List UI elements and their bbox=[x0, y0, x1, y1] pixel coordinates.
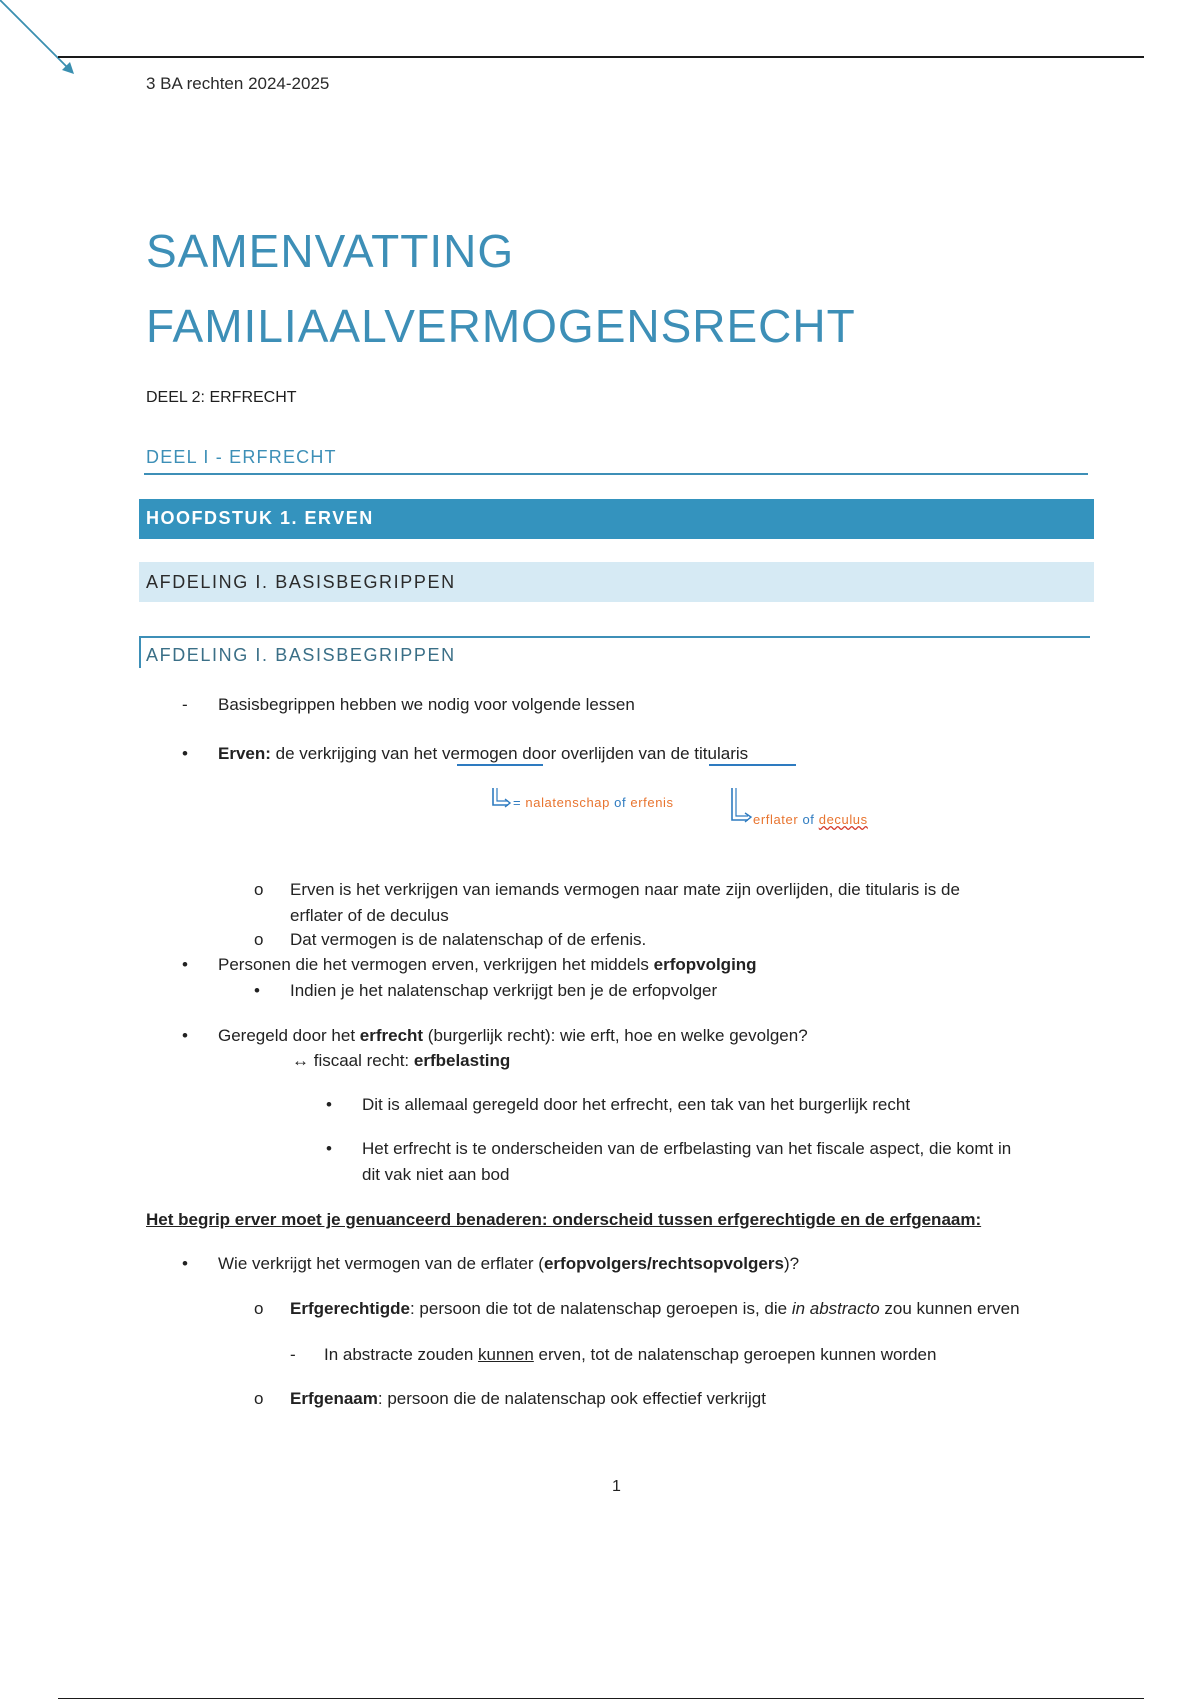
sub-item-text: dit vak niet aan bod bbox=[362, 1165, 510, 1184]
dot-bullet: • bbox=[182, 1026, 188, 1045]
dot-bullet: • bbox=[326, 1095, 332, 1114]
footer-rule bbox=[58, 1698, 1144, 1699]
nalatenschap-annotation: = nalatenschap of erfenis bbox=[513, 795, 674, 810]
vermogen-annotation-underline bbox=[457, 764, 543, 766]
abstracte-text: In abstracte zouden kunnen erven, tot de nalatenschap geroepen kunnen worden bbox=[324, 1345, 937, 1364]
dot-bullet: • bbox=[182, 744, 188, 763]
part-heading: DEEL I - ERFRECHT bbox=[146, 447, 337, 467]
circle-bullet: o bbox=[254, 880, 264, 899]
erfrecht-text: Geregeld door het erfrecht (burgerlijk recht): wie erft, hoe en welke gevolgen? bbox=[218, 1026, 808, 1045]
document-title-line-1: SAMENVATTING bbox=[146, 225, 515, 277]
page-number: 1 bbox=[612, 1478, 621, 1495]
subsection-heading: AFDELING I. BASISBEGRIPPEN bbox=[146, 645, 456, 665]
document-subtitle: DEEL 2: ERFRECHT bbox=[146, 389, 297, 406]
dot-bullet: • bbox=[182, 955, 188, 974]
sub-item-text: Indien je het nalatenschap verkrijgt ben je de erfopvolger bbox=[290, 981, 718, 1000]
dash-bullet: - bbox=[290, 1345, 296, 1364]
vermogen-word: vermogen bbox=[441, 744, 518, 763]
erfopvolging-text: Personen die het vermogen erven, verkrijgen het middels erfopvolging bbox=[218, 955, 757, 974]
section-banner-heading: AFDELING I. BASISBEGRIPPEN bbox=[146, 572, 456, 592]
circle-bullet: o bbox=[254, 930, 264, 949]
dot-bullet: • bbox=[326, 1139, 332, 1158]
bidirectional-arrow-icon: ↔ bbox=[292, 1051, 309, 1070]
circle-bullet: o bbox=[254, 1299, 264, 1318]
sub-item-text: Erven is het verkrijgen van iemands vermogen naar mate zijn overlijden, die titularis is de bbox=[290, 880, 960, 899]
sub-item-text: Dit is allemaal geregeld door het erfrecht, een tak van het burgerlijk recht bbox=[362, 1095, 911, 1114]
chapter-heading: HOOFDSTUK 1. ERVEN bbox=[146, 508, 374, 528]
sub-item-text: erflater of de deculus bbox=[290, 906, 449, 925]
header-course: 3 BA rechten 2024-2025 bbox=[146, 74, 330, 93]
wie-text: Wie verkrijgt het vermogen van de erflater (erfopvolgers/rechtsopvolgers)? bbox=[218, 1254, 800, 1273]
document-title-line-2: FAMILIAALVERMOGENSRECHT bbox=[146, 300, 856, 352]
titularis-word: de titularis bbox=[670, 744, 749, 763]
sub-item-text: Het erfrecht is te onderscheiden van de erfbelasting van het fiscale aspect, die komt in bbox=[362, 1139, 1012, 1158]
dash-bullet: - bbox=[182, 695, 188, 714]
erfgenaam-text: Erfgenaam: persoon die de nalatenschap ook effectief verkrijgt bbox=[290, 1389, 766, 1408]
sub-item-text: Dat vermogen is de nalatenschap of de erfenis. bbox=[290, 930, 647, 949]
erven-term: Erven: bbox=[218, 744, 271, 763]
circle-bullet: o bbox=[254, 1389, 264, 1408]
titularis-annotation-underline bbox=[709, 764, 796, 766]
erven-definition: Erven: de verkrijging van het vermogen door overlijden van de titularis bbox=[218, 744, 749, 763]
dot-bullet: • bbox=[254, 981, 260, 1000]
erfgerechtigde-text: Erfgerechtigde: persoon die tot de nalatenschap geroepen is, die in abstracto zou kunnen erven bbox=[290, 1299, 1020, 1318]
corner-arrow-icon bbox=[0, 0, 80, 80]
fiscaal-text: ↔ fiscaal recht: erfbelasting bbox=[292, 1051, 511, 1070]
header-rule bbox=[58, 56, 1144, 58]
part-heading-rule bbox=[144, 473, 1088, 475]
erflater-annotation: erflater of deculus bbox=[753, 812, 868, 827]
dot-bullet: • bbox=[182, 1254, 188, 1273]
intro-text: Basisbegrippen hebben we nodig voor volgende lessen bbox=[218, 695, 635, 714]
distinction-heading: Het begrip erver moet je genuanceerd benaderen: onderscheid tussen erfgerechtigde en de erfgenaam: bbox=[146, 1210, 982, 1229]
